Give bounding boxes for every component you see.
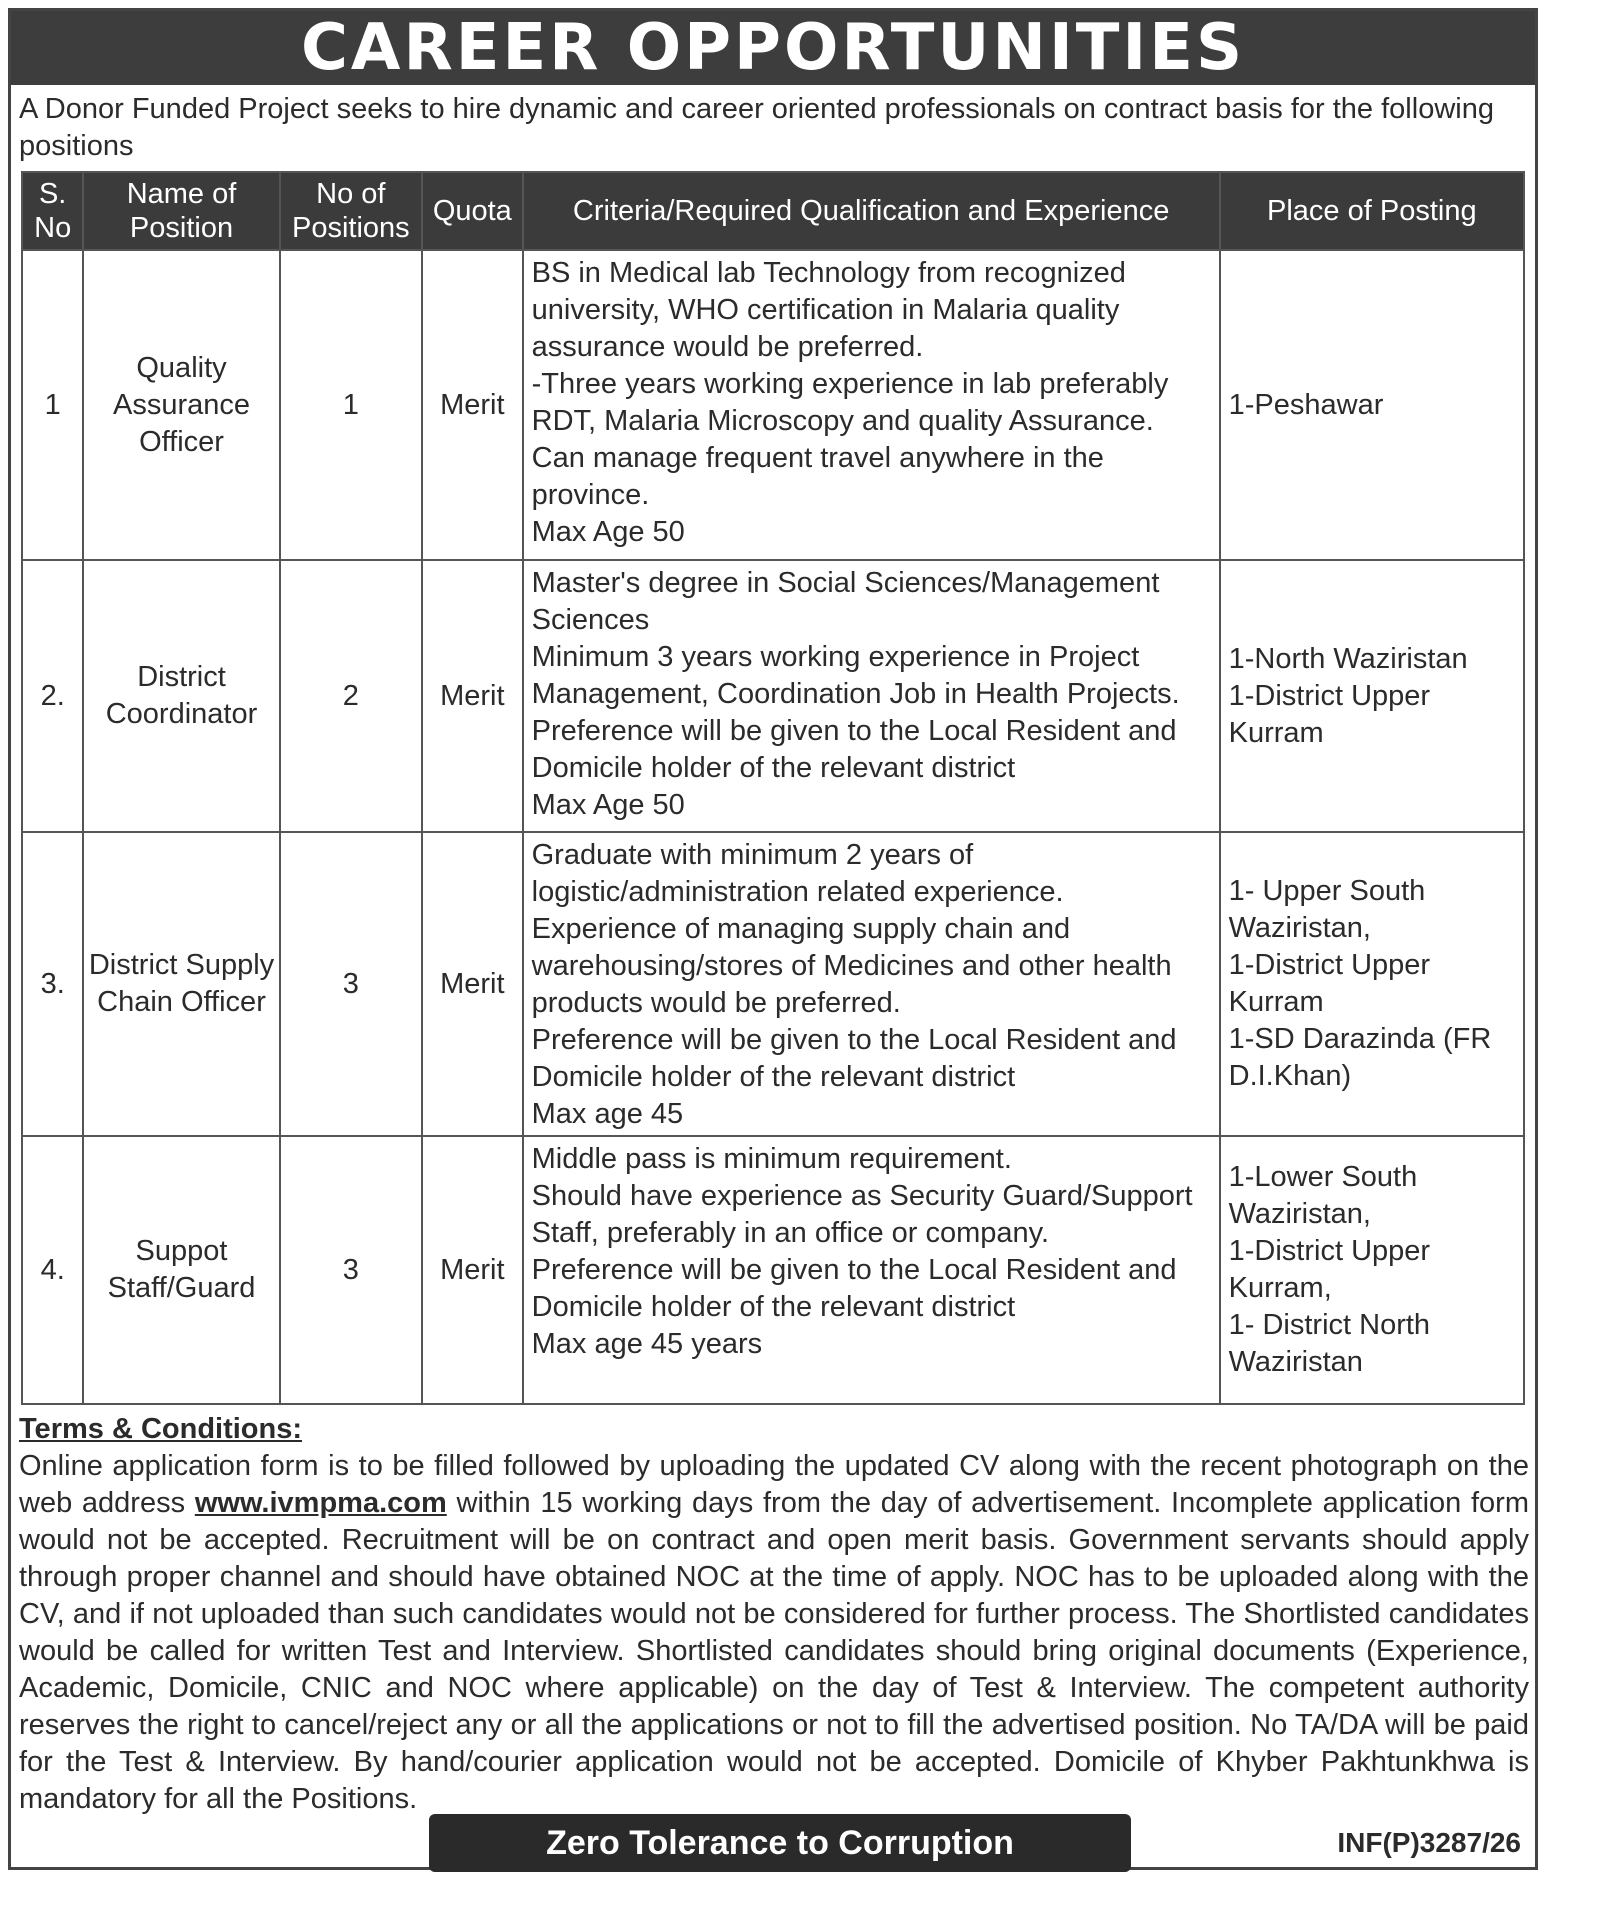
posting-line: 1-District Upper Kurram,: [1228, 1235, 1431, 1304]
criteria-line: Minimum 3 years working experience in Project Management, Coordination Job in Health Projects.: [531, 641, 1180, 710]
posting-line: 1-District Upper Kurram: [1228, 949, 1431, 1018]
table-header-row: [22, 172, 1524, 250]
row-posting: [1220, 250, 1524, 560]
posting-line: 1-District Upper Kurram: [1228, 679, 1431, 749]
row-criteria: [523, 832, 1220, 1136]
row-posting: [1220, 1136, 1524, 1404]
row-count: 2: [280, 560, 422, 832]
header-posting: Place of Posting: [1220, 172, 1524, 250]
row-quota: Merit: [422, 832, 523, 1136]
criteria-line: Max age 45 years: [531, 1328, 763, 1360]
row-quota: Merit: [422, 1136, 523, 1404]
header-sno: S. No: [22, 172, 83, 250]
reference-number: INF(P)3287/26: [1337, 1827, 1521, 1858]
row-position: District Supply Chain Officer: [83, 832, 279, 1136]
row-quota: Merit: [422, 250, 523, 560]
row-count: 1: [280, 250, 422, 560]
page-title: CAREER OPPORTUNITIES: [11, 11, 1535, 85]
intro-text: A Donor Funded Project seeks to hire dynamic and career oriented professionals on contract basis for the following positions: [19, 93, 1494, 162]
terms-title: Terms & Conditions:: [19, 1413, 303, 1445]
criteria-line: Max Age 50: [531, 789, 685, 821]
slogan-banner: Zero Tolerance to Corruption: [429, 1814, 1131, 1872]
criteria-line: Graduate with minimum 2 years of logistic/administration related experience.: [531, 839, 1064, 908]
table-row: [22, 560, 1524, 832]
header-quota: Quota: [422, 172, 523, 250]
row-sno: 2.: [22, 560, 83, 832]
header-position: Name of Position: [83, 172, 279, 250]
terms-text-end: within 15 working days from the day of advertisement. Incomplete application form would not be accepted. Recruitment will be on contract and open merit basis. Government servants should apply through proper channel and should have obtained NOC at the time of apply. NOC has to be uploaded along with the CV, and if not uploaded than such candidates would not be considered for further process. The Shortlisted candidates would be called for written Test and Interview. Shortlisted candidates should bring original documents (Experience, Academic, Domicile, CNIC and NOC where applicable) on the day of Test & Interview. The competent authority reserves the right to cancel/reject any or all the applications or not to fill the advertised position. No TA/DA will be paid for the Test & Interview. By hand/courier application would not be accepted. Domicile of Khyber Pakhtunkhwa is mandatory for all the Positions.: [19, 1487, 1529, 1815]
row-criteria: [523, 560, 1220, 832]
criteria-line: Middle pass is minimum requirement.: [531, 1143, 1012, 1175]
row-position: Suppot Staff/Guard: [83, 1136, 279, 1404]
criteria-line: Can manage frequent travel anywhere in the province.: [531, 442, 1104, 511]
row-position: Quality Assurance Officer: [83, 250, 279, 560]
criteria-line: Preference will be given to the Local Resident and Domicile holder of the relevant district: [531, 1024, 1177, 1093]
criteria-line: Preference will be given to the Local Resident and Domicile holder of the relevant district: [531, 715, 1177, 784]
table-row: [22, 250, 1524, 560]
table-row: [22, 1136, 1524, 1404]
advertisement: [8, 8, 1538, 1870]
posting-line: 1- District North Waziristan: [1228, 1309, 1431, 1378]
posting-line: 1-SD Darazinda (FR D.I.Khan): [1228, 1023, 1492, 1092]
row-sno: 3.: [22, 832, 83, 1136]
criteria-line: Preference will be given to the Local Resident and Domicile holder of the relevant district: [531, 1254, 1177, 1323]
row-criteria: [523, 1136, 1220, 1404]
header-count: No of Positions: [280, 172, 422, 250]
row-quota: Merit: [422, 560, 523, 832]
row-posting: [1220, 832, 1524, 1136]
positions-table: [21, 171, 1525, 1405]
terms-section: [19, 1411, 1529, 1818]
table-row: [22, 832, 1524, 1136]
row-sno: 1: [22, 250, 83, 560]
row-criteria: [523, 250, 1220, 560]
row-sno: 4.: [22, 1136, 83, 1404]
posting-line: 1- Upper South Waziristan,: [1228, 875, 1426, 944]
posting-line: 1-Peshawar: [1228, 388, 1384, 421]
criteria-line: -Three years working experience in lab preferably RDT, Malaria Microscopy and quality Assurance.: [531, 368, 1169, 437]
posting-line: 1-North Waziristan: [1228, 642, 1468, 675]
row-count: 3: [280, 1136, 422, 1404]
row-position: District Coordinator: [83, 560, 279, 832]
criteria-line: Master's degree in Social Sciences/Management Sciences: [531, 567, 1160, 636]
criteria-line: Experience of managing supply chain and warehousing/stores of Medicines and other health products would be preferred.: [531, 913, 1172, 1019]
row-posting: [1220, 560, 1524, 832]
website-link[interactable]: www.ivmpma.com: [194, 1487, 447, 1519]
header-criteria: Criteria/Required Qualification and Experience: [523, 172, 1220, 250]
terms-text-start: Online application form is to be filled followed by uploading the updated CV along with the recent photograph on the web address: [19, 1450, 1529, 1519]
criteria-line: Max Age 50: [531, 516, 685, 548]
row-count: 3: [280, 832, 422, 1136]
posting-line: 1-Lower South Waziristan,: [1228, 1161, 1418, 1230]
criteria-line: BS in Medical lab Technology from recognized university, WHO certification in Malaria quality assurance would be preferred.: [531, 257, 1126, 363]
criteria-line: Should have experience as Security Guard/Support Staff, preferably in an office or company.: [531, 1180, 1193, 1249]
criteria-line: Max age 45: [531, 1098, 684, 1130]
